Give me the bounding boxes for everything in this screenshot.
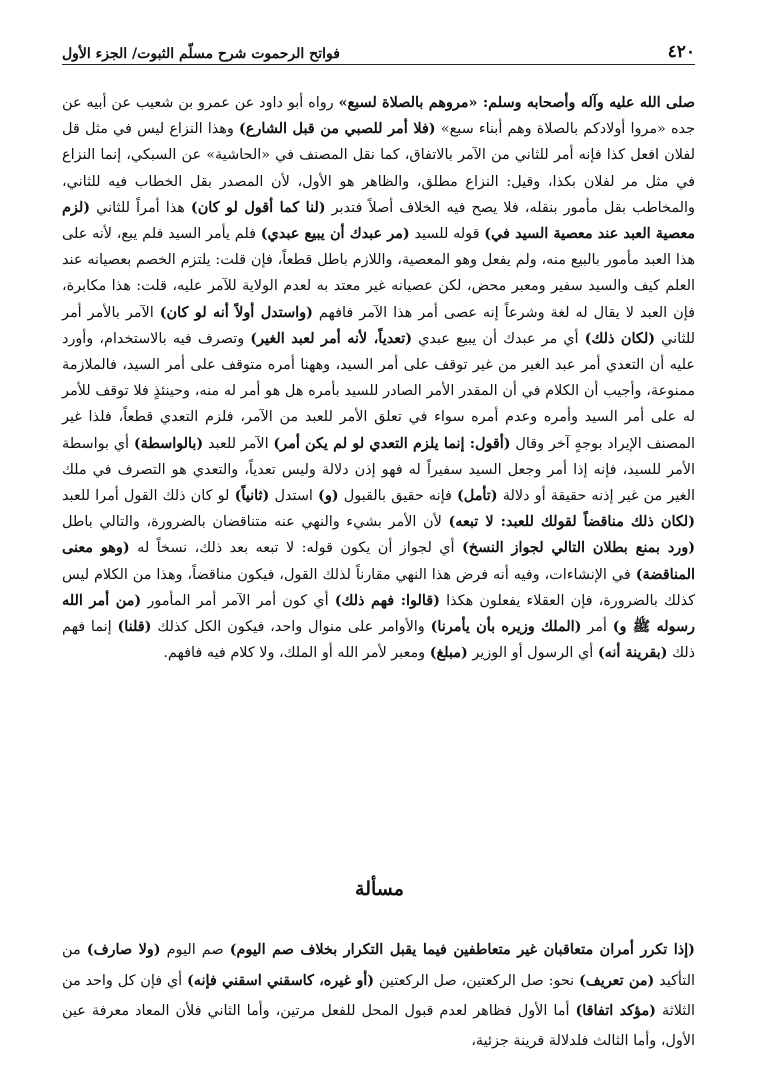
text-run: وتصرف فيه بالاستخدام، وأورد عليه أن التعدي أمر عبد الغير من غير توقف على أمر السيد، وههنا أمره متوقف على أمر السيد، فالملازمة ممنوعة، وأجيب أن الكلام في أن المقدر الأمر الصادر للسيد بأمره هل هو أمر له منه، وحينئذٍ فلا توقف للأمر له على أمر السيد وأمره وعدم أمره سواء في تعلق الأمر للعبد من الآمر، فلزم التعدي قطعاً، فلذا غير المصنف الإيراد بوجهٍ آخر وقال bbox=[62, 330, 695, 452]
text-run: رواه أبو داود عن عمرو بن شعيب عن أبيه عن جده «مروا أولادكم بالصلاة وهم أبناء سبع» bbox=[62, 95, 696, 138]
running-title: فواتح الرحموت شرح مسلّم الثبوت/ الجزء الأول bbox=[62, 46, 340, 62]
text-run: وهذا النزاع ليس في مثل قل لفلان افعل كذا فإنه أمر للثاني من الآمر بالاتفاق، كما نقل المصنف في «الحاشية» عن السبكي، إنما النزاع في مثل مر لفلان بكذا، وقيل: النزاع مطلق، والظاهر هو الأول، لأن المصدر بقل الخطاب فيه للثاني، والمخاطب بقل مأمور بنقله، فلا يصح فيه الخلاف أصلاً فتدبر bbox=[62, 121, 695, 216]
section-paragraph bbox=[62, 935, 695, 1056]
bold-text-run: (ثانياً) bbox=[234, 487, 270, 505]
bold-text-run: (ولا صارف) bbox=[86, 941, 161, 958]
text-run: والأوامر على منوال واحد، فيكون الكل كذلك bbox=[151, 619, 431, 636]
bold-text-run: (إذا تكرر أمران متعاقبان غير متعاطفين فيما يقبل التكرار بخلاف صم اليوم) bbox=[229, 941, 695, 958]
bold-text-run: (من أمر الله رسوله ﷺ و) bbox=[62, 591, 695, 636]
bold-text-run: (أو غيره، كاسقني اسقني فإنه) bbox=[186, 971, 375, 989]
bold-text-run: (قلنا) bbox=[117, 618, 152, 636]
bold-text-run: (مؤكد اتفاقا) bbox=[575, 1002, 656, 1019]
text-run: أي كون أمر الآمر أمر المأمور bbox=[141, 592, 335, 609]
bold-text-run: (مر عبدك أن يبيع عبدي) bbox=[260, 225, 410, 243]
text-run: أي فإن كل واحد من الثلاثة bbox=[62, 972, 696, 1019]
bold-text-run: (تعدياً، لأنه أمر لعبد الغير) bbox=[250, 329, 413, 347]
text-run: لأن الأمر بشيء والنهي عنه متناقضان بالضرورة، والتالي باطل bbox=[62, 514, 449, 531]
bold-text-run: (لنا كما أقول لو كان) bbox=[190, 198, 326, 216]
text-run: استدل bbox=[269, 488, 319, 505]
text-run: أمر bbox=[581, 619, 613, 636]
text-run: فإنه حقيق بالقبول bbox=[338, 488, 457, 505]
bold-text-run: (تأمل) bbox=[457, 487, 498, 505]
text-run: فلم يأمر السيد فلم يبع، لأنه على هذا العبد مأمور بالبيع منه، ولم يفعل وهو المعصية، واللازم باطل قطعاً، فإن قلت: يلتزم الخصم بعصيانه عند العلم كيف والسيد سفير ومعبر محض، لكن عصيانه غير معتد به لعدم الولاية للآمر عليه، قلت: هذا مكابرة، فإن العبد لا يقال له لغة وشرعاً إنه عصى أمر هذا الآمر فافهم bbox=[62, 226, 695, 321]
text-run: أي بواسطة الأمر للسيد، فإنه إذا أمر وجعل السيد سفيراً له فهو إذن دلالة وليس تعدياً، والتعدي هو التصرف في ملك الغير من غير إذنه حقيقة أو دلالة bbox=[62, 435, 696, 505]
bold-text-run: (واستدل أولاً أنه لو كان) bbox=[159, 303, 313, 321]
section-text bbox=[62, 935, 695, 1056]
text-run: في الإنشاءات، وفيه أنه فرض هذا النهي مقارناً لذلك القول، فيكون مناقضاً، وهذا من الكلام ليس كذلك بالضرورة، فإن العقلاء يفعلون هكذا bbox=[62, 566, 695, 609]
text-run: أي لجواز أن يكون قوله: لا تبعه بعد ذلك، نسخاً له bbox=[129, 540, 462, 557]
page-number: ٤٢٠ bbox=[667, 42, 695, 62]
bold-text-run: (ورد بمنع بطلان التالي لجواز النسخ) bbox=[461, 539, 695, 557]
text-run: أي مر عبدك أن يبيع عبدي bbox=[412, 330, 585, 347]
text-run: لو كان ذلك القول أمرا للعبد bbox=[62, 488, 235, 505]
bold-text-run: (أقول: إنما يلزم التعدي لو لم يكن أمر) bbox=[273, 434, 511, 452]
text-run: قوله للسيد bbox=[409, 226, 485, 243]
main-paragraph bbox=[62, 90, 695, 666]
text-run: الآمر للعبد bbox=[203, 435, 274, 452]
bold-text-run: (مبلغ) bbox=[429, 644, 468, 662]
bold-text-run: صلى الله عليه وآله وأصحابه وسلم: «مروهم بالصلاة لسبع» bbox=[338, 94, 695, 111]
text-run: الآمر بالأمر أمر للثاني bbox=[62, 304, 696, 347]
bold-text-run: (من تعريف) bbox=[579, 971, 655, 989]
bold-text-run: (بقرينة أنه) bbox=[597, 644, 668, 662]
section-title: مسألة bbox=[355, 878, 404, 900]
bold-text-run: (و) bbox=[318, 487, 339, 505]
text-run: نحو: صل الركعتين، صل الركعتين bbox=[374, 972, 579, 989]
bold-text-run: (الملك وزيره بأن يأمرنا) bbox=[430, 618, 582, 636]
text-run: أما الأول فظاهر لعدم قبول المحل للفعل مرتين، وأما الثاني فلأن المعاد معرفة عين الأول، وأما الثالث فلدلالة قرينة جزئية، bbox=[62, 1003, 695, 1049]
bold-text-run: (لكان ذلك) bbox=[584, 329, 656, 347]
bold-text-run: (بالواسطة) bbox=[133, 434, 204, 452]
bold-text-run: (لزم معصية العبد عند معصية السيد في) bbox=[62, 198, 695, 243]
bold-text-run: (فلا أمر للصبي من قبل الشارع) bbox=[239, 120, 436, 138]
text-run: هذا أمراً للثاني bbox=[90, 199, 191, 216]
bold-text-run: (وهو معنى المناقضة) bbox=[62, 539, 695, 583]
bold-text-run: (لكان ذلك مناقضاً لقولك للعبد: لا تبعه) bbox=[448, 513, 696, 531]
text-run: من التأكيد bbox=[62, 942, 696, 989]
text-run: ومعبر لأمر الله أو الملك، ولا كلام فيه فافهم. bbox=[163, 645, 430, 662]
text-run: صم اليوم bbox=[160, 942, 230, 958]
main-text bbox=[62, 90, 695, 666]
text-run: أي الرسول أو الوزير bbox=[467, 645, 598, 662]
bold-text-run: (قالوا: فهم ذلك) bbox=[334, 591, 440, 609]
text-run: إنما فهم ذلك bbox=[62, 619, 695, 662]
page-header bbox=[62, 30, 695, 65]
